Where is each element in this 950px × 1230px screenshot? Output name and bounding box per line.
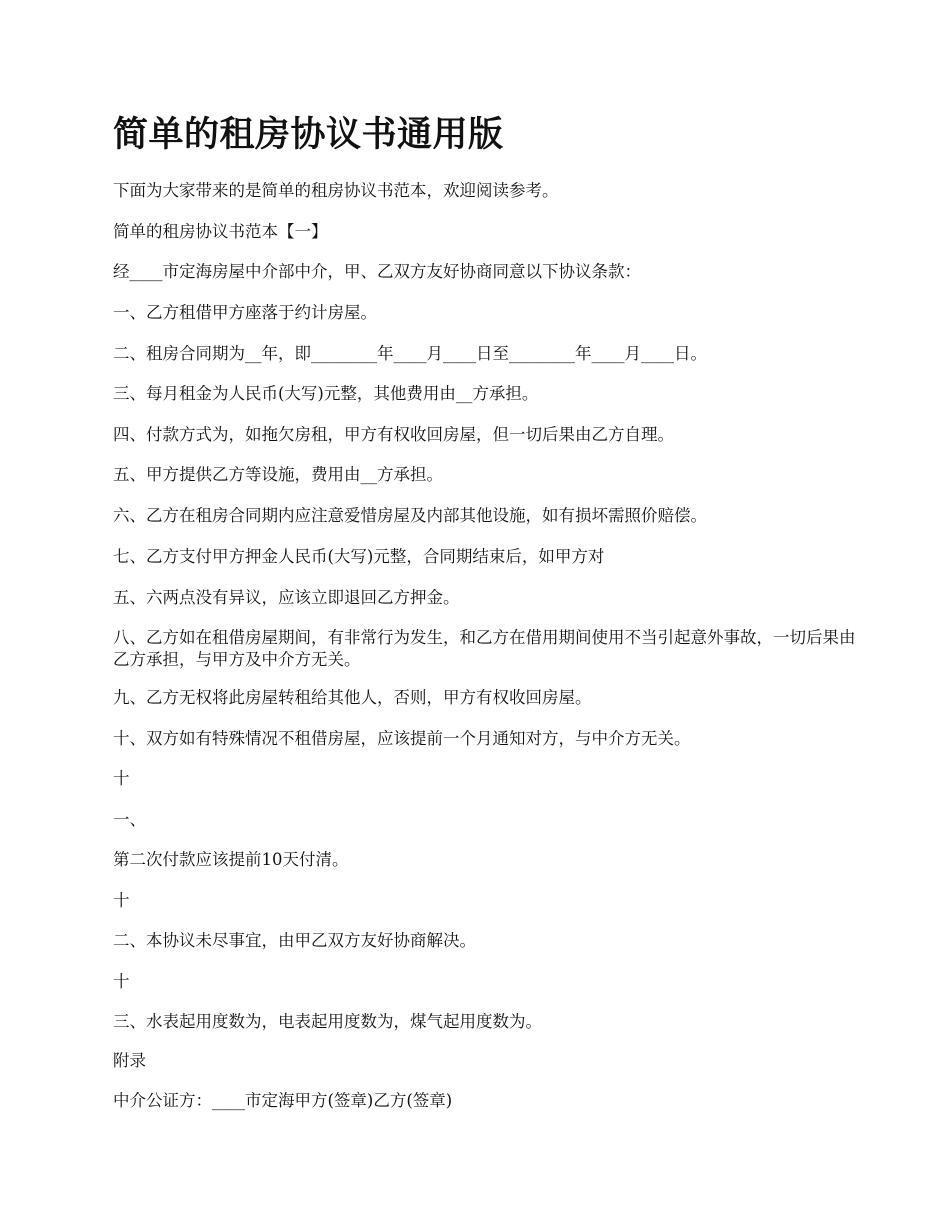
intro-paragraph: 下面为大家带来的是简单的租房协议书范本，欢迎阅读参考。 — [113, 181, 559, 200]
clause-13-numeral: 十 — [113, 972, 130, 991]
clause-11-prefix: 一、 — [113, 810, 146, 829]
clause-4: 四、付款方式为，如拖欠房租，甲方有权收回房屋，但一切后果由乙方自理。 — [113, 425, 674, 444]
clause-12-numeral: 十 — [113, 891, 130, 910]
clause-2: 二、租房合同期为__年，即________年____月____日至________年____月____日。 — [113, 344, 707, 363]
clause-7: 七、乙方支付甲方押金人民币(大写)元整，合同期结束后，如甲方对 — [113, 547, 605, 566]
document-title: 简单的租房协议书通用版 — [113, 115, 504, 155]
clause-5: 五、甲方提供乙方等设施，费用由__方承担。 — [113, 465, 443, 484]
clause-3: 三、每月租金为人民币(大写)元整，其他费用由__方承担。 — [113, 384, 539, 403]
clause-8: 八、乙方如在租借房屋期间，有非常行为发生，和乙方在借用期间使用不当引起意外事故，一切后果由乙方承担，与甲方及中介方无关。 — [113, 628, 856, 669]
clause-10: 十、双方如有特殊情况不租借房屋，应该提前一个月通知对方，与中介方无关。 — [113, 729, 691, 748]
appendix-heading: 附录 — [113, 1051, 146, 1070]
clause-9: 九、乙方无权将此房屋转租给其他人，否则，甲方有权收回房屋。 — [113, 688, 592, 707]
clause-6: 六、乙方在租房合同期内应注意爱惜房屋及内部其他设施，如有损坏需照价赔偿。 — [113, 506, 707, 525]
section-heading: 简单的租房协议书范本【一】 — [113, 222, 328, 241]
clause-1: 一、乙方租借甲方座落于约计房屋。 — [113, 303, 377, 322]
clause-7-continued: 五、六两点没有异议，应该立即退回乙方押金。 — [113, 588, 460, 607]
preamble-paragraph: 经____市定海房屋中介部中介，甲、乙双方友好协商同意以下协议条款： — [113, 262, 641, 281]
signature-line: 中介公证方：____市定海甲方(签章)乙方(签章) — [113, 1091, 453, 1110]
clause-13-text: 三、水表起用度数为，电表起用度数为，煤气起用度数为。 — [113, 1012, 542, 1031]
clause-11-text: 第二次付款应该提前10天付清。 — [113, 850, 349, 869]
clause-12-text: 二、本协议未尽事宜，由甲乙双方友好协商解决。 — [113, 931, 476, 950]
clause-11-numeral: 十 — [113, 769, 130, 788]
